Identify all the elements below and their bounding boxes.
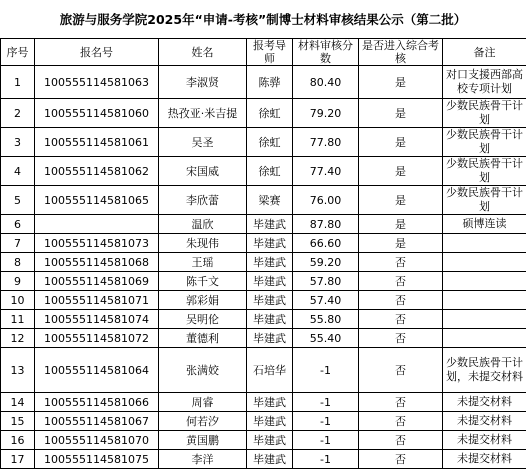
row-number-cell: 5 [1,186,35,215]
note-cell: 少数民族骨干计划 [443,128,526,157]
header-cell: 姓名 [159,39,247,66]
row-number-cell: 14 [1,393,35,412]
row-number-cell: 1 [1,66,35,99]
row-number-cell: 4 [1,157,35,186]
table-row [1,291,526,310]
score-cell: 66.60 [293,234,359,253]
name-cell: 董德利 [159,329,247,348]
table-row [1,99,526,128]
score-cell: -1 [293,431,359,450]
registration-number-cell: 100555114581061 [35,128,159,157]
note-cell [443,253,526,272]
table-row [1,450,526,469]
table-row [1,157,526,186]
score-cell: 77.40 [293,157,359,186]
header-cell: 材料审核分数 [293,39,359,66]
pass-status-cell: 否 [359,272,443,291]
note-cell: 未提交材料 [443,450,526,469]
registration-number-cell: 100555114581075 [35,450,159,469]
name-cell: 王瑶 [159,253,247,272]
registration-number-cell: 100555114581065 [35,186,159,215]
score-cell: 79.20 [293,99,359,128]
note-cell: 对口支援西部高校专项计划 [443,66,526,99]
note-cell [443,310,526,329]
registration-number-cell: 100555114581063 [35,66,159,99]
header-cell: 报考导师 [247,39,293,66]
pass-status-cell: 否 [359,431,443,450]
name-cell: 宋国威 [159,157,247,186]
name-cell: 张满姣 [159,348,247,393]
table-row [1,310,526,329]
name-cell: 朱现伟 [159,234,247,253]
name-cell: 周睿 [159,393,247,412]
score-cell: 59.20 [293,253,359,272]
note-cell: 少数民族骨干计划 [443,99,526,128]
registration-number-cell: 100555114581074 [35,310,159,329]
row-number-cell: 12 [1,329,35,348]
advisor-cell: 徐虹 [247,99,293,128]
name-cell: 何若汐 [159,412,247,431]
row-number-cell: 2 [1,99,35,128]
pass-status-cell: 否 [359,393,443,412]
row-number-cell: 11 [1,310,35,329]
registration-number-cell: 100555114581062 [35,157,159,186]
pass-status-cell: 是 [359,234,443,253]
pass-status-cell: 否 [359,348,443,393]
note-cell [443,291,526,310]
table-row [1,329,526,348]
advisor-cell: 毕建武 [247,393,293,412]
name-cell: 陈千文 [159,272,247,291]
name-cell: 温欣 [159,215,247,234]
table-row [1,234,526,253]
pass-status-cell: 是 [359,186,443,215]
table-row [1,348,526,393]
row-number-cell: 13 [1,348,35,393]
advisor-cell: 毕建武 [247,272,293,291]
name-cell: 吴明伦 [159,310,247,329]
pass-status-cell: 否 [359,253,443,272]
advisor-cell: 徐虹 [247,128,293,157]
row-number-cell: 16 [1,431,35,450]
registration-number-cell: 100555114581068 [35,253,159,272]
row-number-cell: 7 [1,234,35,253]
advisor-cell: 石培华 [247,348,293,393]
score-cell: 87.80 [293,215,359,234]
registration-number-cell: 100555114581060 [35,99,159,128]
pass-status-cell: 否 [359,450,443,469]
advisor-cell: 毕建武 [247,310,293,329]
table-row [1,186,526,215]
pass-status-cell: 否 [359,329,443,348]
score-cell: 76.00 [293,186,359,215]
table-row [1,128,526,157]
pass-status-cell: 是 [359,157,443,186]
name-cell: 吴圣 [159,128,247,157]
advisor-cell: 毕建武 [247,253,293,272]
advisor-cell: 陈骅 [247,66,293,99]
registration-number-cell [35,215,159,234]
registration-number-cell: 100555114581071 [35,291,159,310]
pass-status-cell: 是 [359,66,443,99]
name-cell: 李洋 [159,450,247,469]
note-cell: 少数民族骨干计划 [443,186,526,215]
score-cell: 55.80 [293,310,359,329]
advisor-cell: 毕建武 [247,329,293,348]
score-cell: -1 [293,412,359,431]
note-cell [443,329,526,348]
table-row [1,253,526,272]
document-title: 旅游与服务学院2025年“申请-考核”制博士材料审核结果公示（第二批） [0,0,526,38]
row-number-cell: 6 [1,215,35,234]
note-cell: 少数民族骨干计划，未提交材料 [443,348,526,393]
pass-status-cell: 否 [359,412,443,431]
note-cell [443,234,526,253]
results-table [0,38,526,469]
advisor-cell: 毕建武 [247,412,293,431]
advisor-cell: 梁赛 [247,186,293,215]
name-cell: 李欣蕾 [159,186,247,215]
note-cell [443,272,526,291]
row-number-cell: 8 [1,253,35,272]
score-cell: -1 [293,393,359,412]
table-row [1,272,526,291]
registration-number-cell: 100555114581064 [35,348,159,393]
row-number-cell: 3 [1,128,35,157]
table-row [1,393,526,412]
registration-number-cell: 100555114581073 [35,234,159,253]
advisor-cell: 毕建武 [247,215,293,234]
table-row [1,412,526,431]
registration-number-cell: 100555114581070 [35,431,159,450]
row-number-cell: 15 [1,412,35,431]
score-cell: 55.40 [293,329,359,348]
score-cell: 77.80 [293,128,359,157]
note-cell: 硕博连读 [443,215,526,234]
pass-status-cell: 否 [359,291,443,310]
header-cell: 报名号 [35,39,159,66]
name-cell: 黄国鹏 [159,431,247,450]
row-number-cell: 10 [1,291,35,310]
registration-number-cell: 100555114581067 [35,412,159,431]
pass-status-cell: 否 [359,310,443,329]
registration-number-cell: 100555114581072 [35,329,159,348]
header-cell: 序号 [1,39,35,66]
name-cell: 热孜亚·米吉提 [159,99,247,128]
registration-number-cell: 100555114581066 [35,393,159,412]
score-cell: 57.40 [293,291,359,310]
pass-status-cell: 是 [359,128,443,157]
advisor-cell: 毕建武 [247,450,293,469]
header-cell: 备注 [443,39,526,66]
pass-status-cell: 是 [359,99,443,128]
table-row [1,66,526,99]
name-cell: 李淑贤 [159,66,247,99]
note-cell: 未提交材料 [443,412,526,431]
header-cell: 是否进入综合考核 [359,39,443,66]
pass-status-cell: 是 [359,215,443,234]
advisor-cell: 毕建武 [247,234,293,253]
score-cell: -1 [293,348,359,393]
row-number-cell: 9 [1,272,35,291]
score-cell: 57.80 [293,272,359,291]
score-cell: 80.40 [293,66,359,99]
registration-number-cell: 100555114581069 [35,272,159,291]
header-row [1,39,526,66]
note-cell: 未提交材料 [443,431,526,450]
note-cell: 少数民族骨干计划 [443,157,526,186]
table-row [1,431,526,450]
row-number-cell: 17 [1,450,35,469]
table-row [1,215,526,234]
advisor-cell: 徐虹 [247,157,293,186]
note-cell: 未提交材料 [443,393,526,412]
advisor-cell: 毕建武 [247,291,293,310]
name-cell: 郭彩娟 [159,291,247,310]
advisor-cell: 毕建武 [247,431,293,450]
score-cell: -1 [293,450,359,469]
